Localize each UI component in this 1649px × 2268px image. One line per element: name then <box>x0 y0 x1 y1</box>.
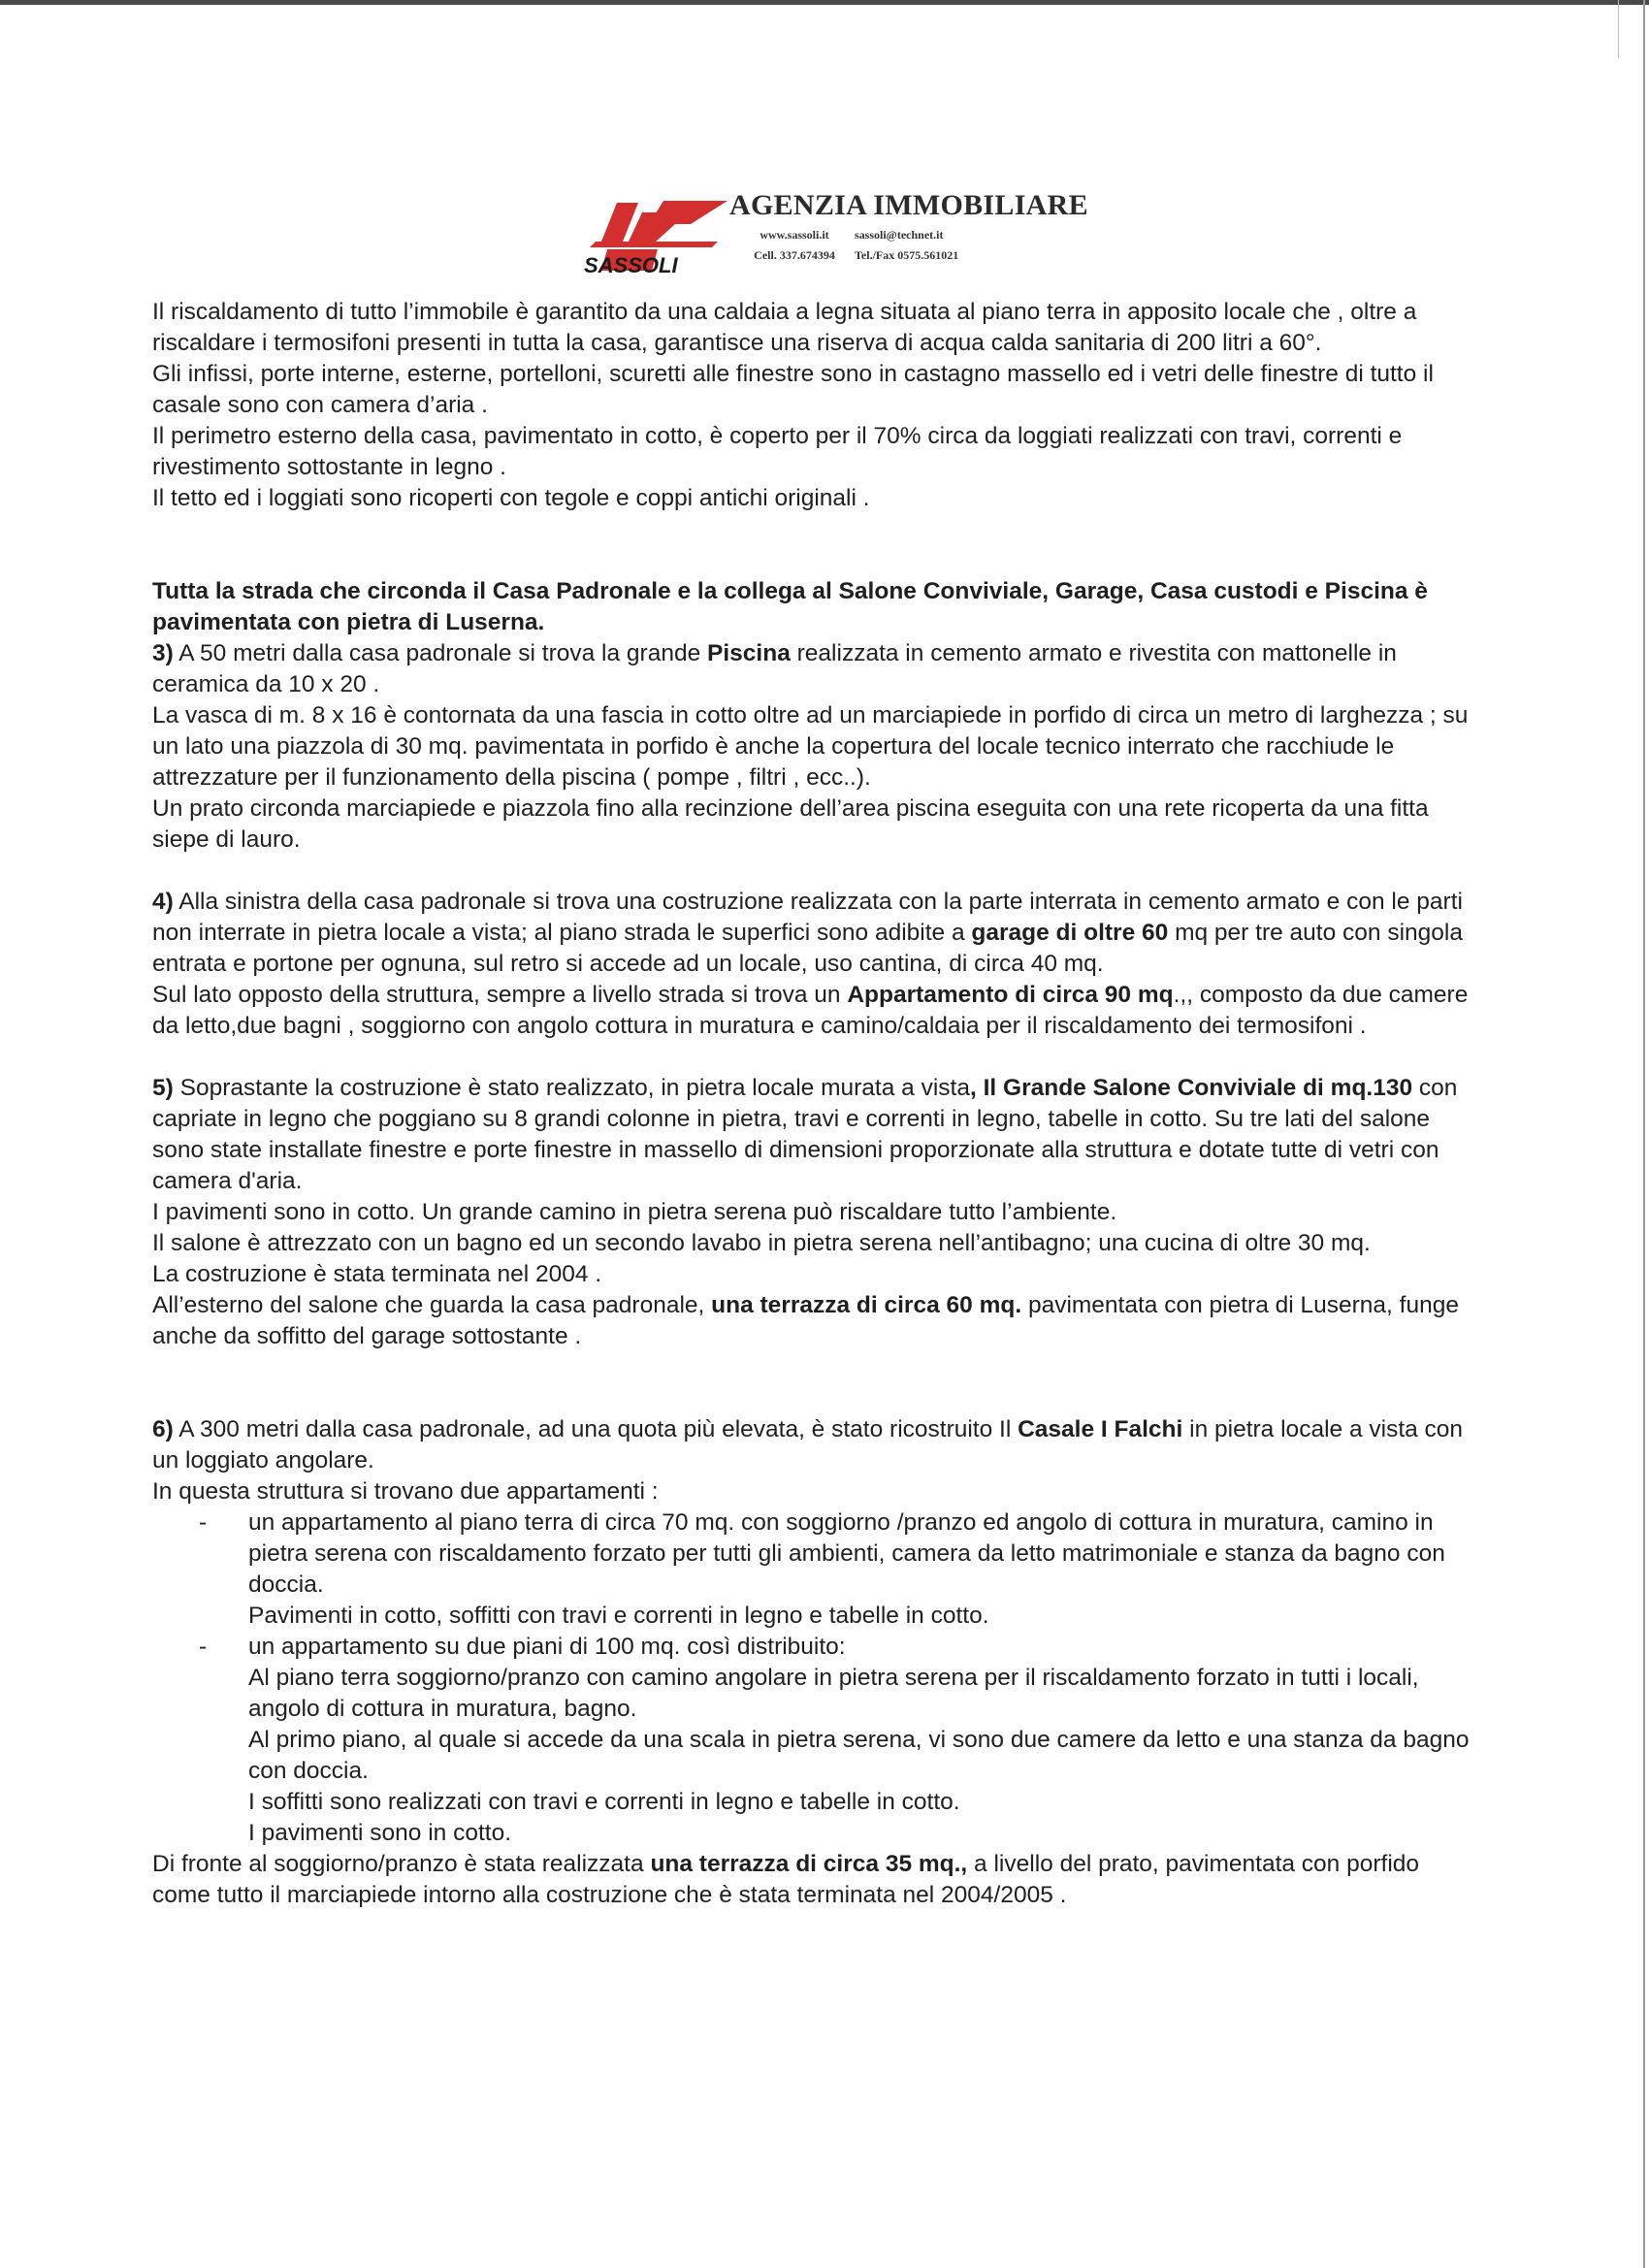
scan-edge-top <box>0 0 1649 5</box>
section-highlight: Piscina <box>707 640 791 666</box>
list-item-subtext: Al piano terra soggiorno/pranzo con camino angolare in pietra serena per il riscaldamento forzato in tutti i locali, angolo di cottura in muratura, bagno. <box>248 1665 1419 1722</box>
section-highlight: Appartamento di circa 90 mq <box>847 982 1174 1008</box>
list-item-text: un appartamento al piano terra di circa 70 mq. con soggiorno /pranzo ed angolo di cottura in muratura, camino in pietra serena con riscaldamento forzato per tutti gli ambienti, camera da letto matrimoniale e stanza da bagno con doccia. <box>248 1509 1445 1598</box>
pool-lawn: Un prato circonda marciapiede e piazzola fino alla recinzione dell’area piscina eseguita con una rete ricoperta da una fitta siepe di lauro. <box>152 795 1429 853</box>
salone-completion: La costruzione è stata terminata nel 2004 . <box>152 1261 602 1287</box>
intro-heating: Il riscaldamento di tutto l’immobile è garantito da una caldaia a legna situata al piano terra in apposito locale che , oltre a riscaldare i termosifoni presenti in tutta la casa, garantisce una riserva di acqua calda sanitaria di 200 litri a 60°. <box>152 299 1417 356</box>
list-item-subtext: Al primo piano, al quale si accede da una scala in pietra serena, vi sono due camere da letto e una stanza da bagno con doccia. <box>248 1727 1470 1784</box>
road-note: Tutta la strada che circonda il Casa Padronale e la collega al Salone Conviviale, Garage, Casa custodi e Piscina è pavimentata con pietra di Luserna. <box>152 578 1428 635</box>
section-number: 6) <box>152 1416 174 1442</box>
section-highlight: una terrazza di circa 35 mq., <box>650 1851 968 1877</box>
list-item-text: un appartamento su due piani di 100 mq. così distribuito: <box>248 1634 846 1660</box>
section-text: mq per tre auto con singola entrata e portone per ognuna, sul retro si accede ad un locale, uso cantina, di circa 40 mq. <box>152 920 1463 977</box>
section-4-garage <box>152 887 1471 1042</box>
section-text: realizzata in cemento armato e rivestita con mattonelle in ceramica da 10 x 20 . <box>152 640 1397 697</box>
section-number: 3) <box>152 640 174 666</box>
apartment-list <box>152 1507 1471 1849</box>
intro-section <box>152 297 1471 514</box>
section-number: 4) <box>152 889 174 915</box>
contact-row-phone <box>737 248 958 263</box>
list-item-subtext: I soffitti sono realizzati con travi e correnti in legno e tabelle in cotto. <box>248 1789 960 1815</box>
section-text: pavimentata con pietra di Luserna, funge anche da soffitto del garage sottostante . <box>152 1292 1459 1349</box>
section-3-pool <box>152 638 1471 856</box>
section-text: Sul lato opposto della struttura, sempre a livello strada si trova un <box>152 982 848 1008</box>
section-5-salone <box>152 1073 1471 1352</box>
section-text: con capriate in legno che poggiano su 8 grandi colonne in pietra, travi e correnti in legno, tabelle in cotto. Su tre lati del salone sono state installate finestre e porte finestre in massello di dimensioni proporzionate alla struttura e dotate tutte di vetri con camera d'aria. <box>152 1075 1458 1194</box>
agency-header <box>582 189 1088 276</box>
list-item-subtext: I pavimenti sono in cotto. <box>248 1820 512 1846</box>
intro-perimeter: Il perimetro esterno della casa, pavimentato in cotto, è coperto per il 70% circa da loggiati realizzati con travi, correnti e rivestimento sottostante in legno . <box>152 423 1403 480</box>
cell-number: Cell. 337.674394 <box>754 248 835 262</box>
list-dash: - <box>199 1634 208 1660</box>
intro-roof: Il tetto ed i loggiati sono ricoperti con tegole e coppi antichi originali . <box>152 485 870 511</box>
section-highlight: Casale I Falchi <box>1018 1416 1183 1442</box>
salone-floors: I pavimenti sono in cotto. Un grande camino in pietra serena può riscaldare tutto l’ambiente. <box>152 1199 1117 1225</box>
scan-edge-right <box>1643 0 1645 2268</box>
section-text: All’esterno del salone che guarda la casa padronale, <box>152 1292 712 1318</box>
list-item <box>152 1507 1471 1632</box>
section-text: Di fronte al soggiorno/pranzo è stata realizzata <box>152 1851 651 1877</box>
agency-logo <box>582 197 728 275</box>
telfax-number: Tel./Fax 0575.561021 <box>855 248 959 262</box>
section-text: Soprastante la costruzione è stato realizzato, in pietra locale murata a vista <box>173 1075 970 1101</box>
section-text: a livello del prato, pavimentata con porfido come tutto il marciapiede intorno alla costruzione che è stata terminata nel 2004/2005 . <box>152 1851 1420 1908</box>
salone-bath: Il salone è attrezzato con un bagno ed un secondo lavabo in pietra serena nell’antibagno; una cucina di oltre 30 mq. <box>152 1230 1371 1256</box>
section-text: Alla sinistra della casa padronale si trova una costruzione realizzata con la parte interrata in cemento armato e con le parti non interrate in pietra locale a vista; al piano strada le superfici sono adibite a <box>152 889 1463 946</box>
contact-row-web <box>737 228 944 243</box>
scan-edge-mark <box>1618 0 1619 58</box>
section-text: A 50 metri dalla casa padronale si trova la grande <box>173 640 708 666</box>
list-item-subtext: Pavimenti in cotto, soffitti con travi e correnti in legno e tabelle in cotto. <box>248 1603 989 1629</box>
section-highlight: , Il Grande Salone Conviviale di mq.130 <box>969 1075 1413 1101</box>
list-item <box>152 1632 1471 1849</box>
intro-windows: Gli infissi, porte interne, esterne, portelloni, scuretti alle finestre sono in castagno massello ed i vetri delle finestre di tutto il casale sono con camera d’aria . <box>152 361 1434 418</box>
casale-intro: In questa struttura si trovano due appartamenti : <box>152 1478 659 1505</box>
list-dash: - <box>199 1509 208 1536</box>
pool-description: La vasca di m. 8 x 16 è contornata da una fascia in cotto oltre ad un marciapiede in porfido di circa un metro di larghezza ; su un lato una piazzola di 30 mq. pavimentata in porfido è anche la copertura del locale tecnico interrato che racchiude le attrezzature per il funzionamento della piscina ( pompe , filtri , ecc..). <box>152 702 1469 791</box>
section-number: 5) <box>152 1075 174 1101</box>
document-body <box>152 297 1471 1911</box>
email-link[interactable]: sassoli@technet.it <box>855 228 944 242</box>
section-highlight: una terrazza di circa 60 mq. <box>711 1292 1022 1318</box>
agency-title: AGENZIA IMMOBILIARE <box>729 189 1088 221</box>
logo-text: SASSOLI <box>584 253 678 275</box>
section-text: in pietra locale a vista con un loggiato angolare. <box>152 1416 1464 1474</box>
section-text: A 300 metri dalla casa padronale, ad una quota più elevata, è stato ricostruito Il <box>173 1416 1018 1442</box>
section-text: .,, composto da due camere da letto,due bagni , soggiorno con angolo cottura in muratura e camino/caldaia per il riscaldamento dei termosifoni . <box>152 982 1469 1039</box>
website-link[interactable]: www.sassoli.it <box>760 228 829 242</box>
section-highlight: garage di oltre 60 <box>971 920 1169 946</box>
section-6-casale <box>152 1414 1471 1911</box>
